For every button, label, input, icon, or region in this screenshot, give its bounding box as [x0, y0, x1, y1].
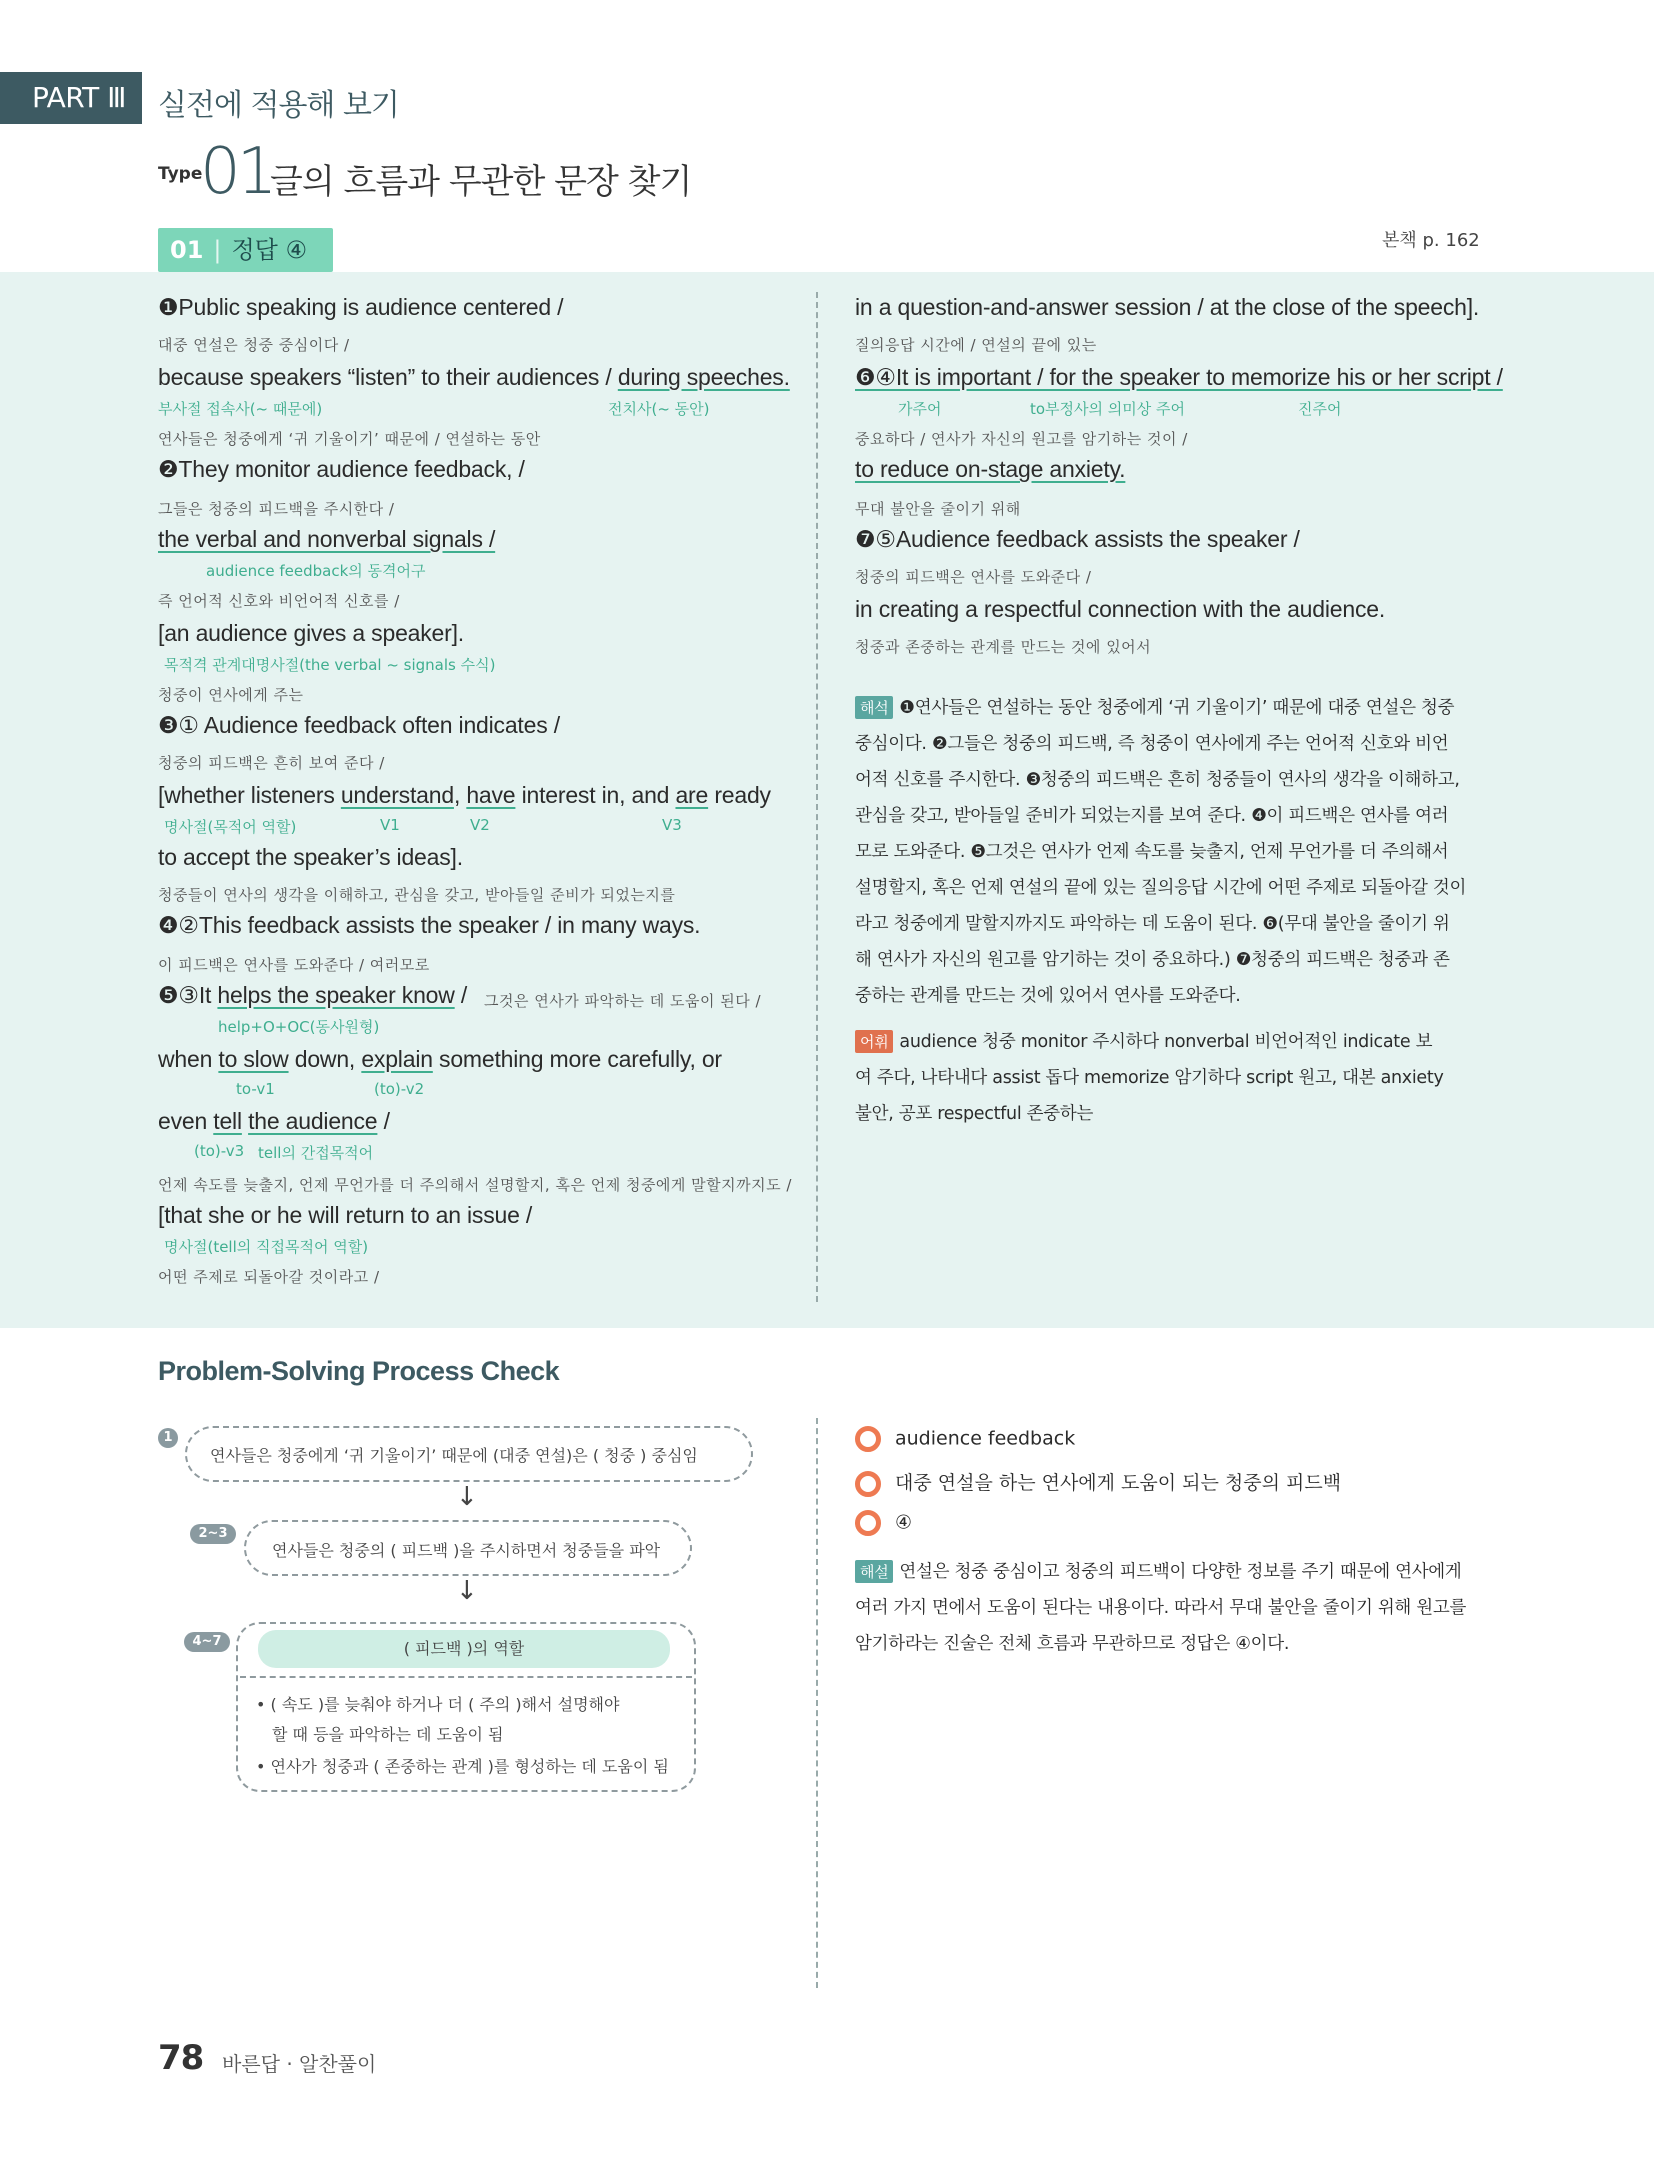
- sentence-line: to reduce on-stage anxiety.: [855, 456, 1126, 482]
- sentence-line: ❶Public speaking is audience centered /: [158, 294, 564, 320]
- ring-icon: [855, 1471, 881, 1497]
- sentence-line: the verbal and nonverbal signals /: [158, 526, 496, 552]
- grammar-note: to부정사의 의미상 주어: [1030, 400, 1186, 418]
- sentence-line: [158, 1108, 390, 1135]
- grammar-note: audience feedback의 동격어구: [206, 562, 426, 580]
- text-span: helps the speaker know: [217, 982, 455, 1008]
- sentence-line: ❼⑤Audience feedback assists the speaker /: [855, 526, 1300, 552]
- translation-line: 청중들이 연사의 생각을 이해하고, 관심을 갖고, 받아들일 준비가 되었는지를: [158, 886, 676, 904]
- translation-line: 대중 연설은 청중 중심이다 /: [158, 336, 350, 354]
- grammar-note: 전치사(~ 동안): [608, 400, 710, 418]
- translation-line: 청중과 존중하는 관계를 만드는 것에 있어서: [855, 638, 1152, 656]
- translation-paragraph-line: 어적 신호를 주시한다. ❸청중의 피드백은 흔히 청중들이 연사의 생각을 이해하고,: [855, 770, 1460, 790]
- box-divider: [240, 1676, 692, 1678]
- translation-paragraph-line: 라고 청중에게 말할지까지도 파악하는 데 도움이 된다. ❻(무대 불안을 줄이기 위: [855, 914, 1450, 934]
- type-number: 01: [200, 135, 274, 209]
- grammar-note: to-v1: [236, 1080, 275, 1098]
- grammar-note: 명사절(목적어 역할): [164, 818, 297, 836]
- role-heading: ( 피드백 )의 역할: [258, 1630, 670, 1668]
- translation-line: 어떤 주제로 되돌아갈 것이라고 /: [158, 1268, 380, 1286]
- check-item: [855, 1468, 1341, 1497]
- text-span: during speeches.: [617, 364, 790, 390]
- step-text: 연사들은 청중에게 ‘귀 기울이기’ 때문에 (대중 연설)은 ( 청중 ) 중심임: [210, 1446, 698, 1465]
- grammar-note: 목적격 관계대명사절(the verbal ~ signals 수식): [164, 656, 496, 674]
- sentence-line: [158, 982, 467, 1009]
- step-text: 연사들은 청중의 ( 피드백 )을 주시하면서 청중들을 파악: [272, 1541, 661, 1560]
- grammar-note: (to)-v2: [374, 1080, 425, 1098]
- vocab-tag: 어휘: [855, 1030, 893, 1053]
- translation-line: 청중의 피드백은 연사를 도와준다 /: [855, 568, 1092, 586]
- haeseok-tag: 해석: [855, 696, 893, 719]
- text-span: ④: [895, 1511, 913, 1534]
- text-span: have: [466, 782, 516, 808]
- translation-line: 중요하다 / 연사가 자신의 원고를 암기하는 것이 /: [855, 430, 1188, 448]
- text-span: 대중 연설을 하는 연사에게 도움이 되는 청중의 피드백: [895, 1472, 1342, 1494]
- text-span: down,: [288, 1046, 362, 1072]
- step-text: • ( 속도 )를 늦춰야 하거나 더 ( 주의 )해서 설명해야: [256, 1695, 620, 1714]
- step-number: 1: [158, 1428, 178, 1448]
- explanation-line: 여러 가지 면에서 도움이 된다는 내용이다. 따라서 무대 불안을 줄이기 위해 원고를: [855, 1598, 1467, 1618]
- text-span: understand: [340, 782, 454, 808]
- column-divider: [816, 292, 818, 1302]
- text-span: ready: [708, 782, 771, 808]
- sentence-line: [that she or he will return to an issue /: [158, 1202, 533, 1228]
- translation-line: 즉 언어적 신호와 비언어적 신호를 /: [158, 592, 400, 610]
- sentence-line: [an audience gives a speaker].: [158, 620, 464, 646]
- text-span: ,: [453, 782, 467, 808]
- step-number: 4~7: [184, 1632, 230, 1652]
- text-span: when: [158, 1046, 219, 1072]
- haeseol-tag: 해설: [855, 1560, 893, 1583]
- text-span: 연설은 청중 중심이고 청중의 피드백이 다양한 정보를 주기 때문에 연사에게: [899, 1562, 1462, 1582]
- translation-paragraph-line: [855, 694, 1454, 719]
- text-span: even: [158, 1108, 214, 1134]
- sentence-line: ❷They monitor audience feedback, /: [158, 456, 525, 482]
- question-number: 01: [170, 236, 204, 264]
- grammar-note: V3: [662, 816, 682, 834]
- text-span: /: [377, 1108, 390, 1134]
- grammar-note: help+O+OC(동사원형): [218, 1018, 380, 1036]
- translation-line: 이 피드백은 연사를 도와준다 / 여러모로: [158, 956, 430, 974]
- sentence-line: in creating a respectful connection with the audience.: [855, 596, 1386, 622]
- grammar-note: 부사절 접속사(~ 때문에): [158, 400, 323, 418]
- text-span: ❶연사들은 연설하는 동안 청중에게 ‘귀 기울이기’ 때문에 대중 연설은 청중: [899, 698, 1455, 718]
- check-item: [855, 1426, 1075, 1452]
- vocab-line: 불안, 공포 respectful 존중하는: [855, 1104, 1094, 1124]
- translation-line: 무대 불안을 줄이기 위해: [855, 500, 1021, 518]
- text-span: interest in, and: [515, 782, 676, 808]
- page-reference: 본책 p. 162: [1382, 230, 1480, 251]
- grammar-note: 가주어: [898, 400, 942, 418]
- text-span: audience feedback: [895, 1427, 1076, 1450]
- part-title: 실전에 적용해 보기: [158, 88, 399, 123]
- process-check-title: Problem-Solving Process Check: [158, 1356, 560, 1386]
- text-span: ❺③It: [158, 982, 218, 1008]
- translation-line: 청중의 피드백은 흔히 보여 준다 /: [158, 754, 385, 772]
- translation-line: 청중이 연사에게 주는: [158, 686, 304, 704]
- text-span: explain: [361, 1046, 433, 1072]
- translation-paragraph-line: 관심을 갖고, 받아들일 준비가 되었는지를 보여 준다. ❹이 피드백은 연사를 여러: [855, 806, 1449, 826]
- grammar-note: (to)-v3: [194, 1142, 245, 1160]
- sentence-line: in a question-and-answer session / at the close of the speech].: [855, 294, 1480, 320]
- translation-paragraph-line: 중하는 관계를 만드는 것에 있어서 연사를 도와준다.: [855, 986, 1241, 1006]
- check-item: [855, 1510, 912, 1536]
- text-span: are: [675, 782, 709, 808]
- translation-line: 그들은 청중의 피드백을 주시한다 /: [158, 500, 395, 518]
- text-span: to slow: [218, 1046, 289, 1072]
- grammar-note: V1: [380, 816, 400, 834]
- explanation-line: [855, 1558, 1462, 1583]
- step-number: 2~3: [190, 1524, 236, 1544]
- sentence-line: [158, 364, 790, 391]
- grammar-note: 진주어: [1298, 400, 1342, 418]
- sentence-line: ❸① Audience feedback often indicates /: [158, 712, 560, 738]
- text-span: the audience: [248, 1108, 378, 1134]
- text-span: something more carefully, or: [432, 1046, 722, 1072]
- sentence-line: [158, 1046, 722, 1073]
- badge-separator: |: [213, 236, 222, 264]
- page-number: 78: [158, 2038, 204, 2078]
- column-divider: [816, 1418, 818, 1988]
- vocab-line: [855, 1028, 1432, 1053]
- type-label: Type: [158, 164, 203, 184]
- book-title: 바른답 · 알찬풀이: [222, 2052, 377, 2076]
- grammar-note: V2: [470, 816, 490, 834]
- text-span: /: [454, 982, 468, 1008]
- text-span: audience 청중 monitor 주시하다 nonverbal 비언어적인 indicate 보: [899, 1032, 1433, 1052]
- ring-icon: [855, 1426, 881, 1452]
- sentence-line: [158, 782, 771, 809]
- grammar-note: 명사절(tell의 직접목적어 역할): [164, 1238, 369, 1256]
- ring-icon: [855, 1510, 881, 1536]
- translation-paragraph-line: 설명할지, 혹은 언제 연설의 끝에 있는 질의응답 시간에 어떤 주제로 되돌아갈 것이: [855, 878, 1467, 898]
- translation-paragraph-line: 해 연사가 자신의 원고를 암기하는 것이 중요하다.) ❼청중의 피드백은 청중과 존: [855, 950, 1450, 970]
- translation-paragraph-line: 중심이다. ❷그들은 청중의 피드백, 즉 청중이 연사에게 주는 언어적 신호와 비언: [855, 734, 1449, 754]
- down-arrow-icon: ↓: [456, 1482, 478, 1512]
- type-title: 글의 흐름과 무관한 문장 찾기: [270, 162, 692, 202]
- answer-badge: [158, 228, 333, 272]
- grammar-note: tell의 간접목적어: [258, 1144, 374, 1162]
- sentence-line: ❹②This feedback assists the speaker / in many ways.: [158, 912, 701, 938]
- text-span: tell: [213, 1108, 242, 1134]
- translation-line: 그것은 연사가 파악하는 데 도움이 된다 /: [484, 992, 762, 1010]
- translation-line: 연사들은 청중에게 ‘귀 기울이기’ 때문에 / 연설하는 동안: [158, 430, 541, 448]
- text-span: [whether listeners: [158, 782, 341, 808]
- down-arrow-icon: ↓: [456, 1576, 478, 1606]
- step-text: 할 때 등을 파악하는 데 도움이 됨: [272, 1725, 504, 1744]
- translation-line: 질의응답 시간에 / 연설의 끝에 있는: [855, 336, 1097, 354]
- answer-label: 정답 ④: [231, 236, 308, 264]
- sentence-line: ❻④It is important / for the speaker to memorize his or her script /: [855, 364, 1503, 390]
- translation-paragraph-line: 모로 도와준다. ❺그것은 연사가 언제 속도를 늦출지, 언제 무언가를 더 주의해서: [855, 842, 1449, 862]
- explanation-line: 암기하라는 진술은 전체 흐름과 무관하므로 정답은 ④이다.: [855, 1634, 1290, 1654]
- step-text: • 연사가 청중과 ( 존중하는 관계 )를 형성하는 데 도움이 됨: [256, 1757, 669, 1776]
- translation-line: 언제 속도를 늦출지, 언제 무언가를 더 주의해서 설명할지, 혹은 언제 청중에게 말할지까지도 /: [158, 1176, 792, 1194]
- text-span: because speakers “listen” to their audiences /: [158, 364, 618, 390]
- part-tab: PART Ⅲ: [0, 72, 142, 124]
- sentence-line: to accept the speaker’s ideas].: [158, 844, 463, 870]
- vocab-line: 여 주다, 나타내다 assist 돕다 memorize 암기하다 script 원고, 대본 anxiety: [855, 1068, 1444, 1088]
